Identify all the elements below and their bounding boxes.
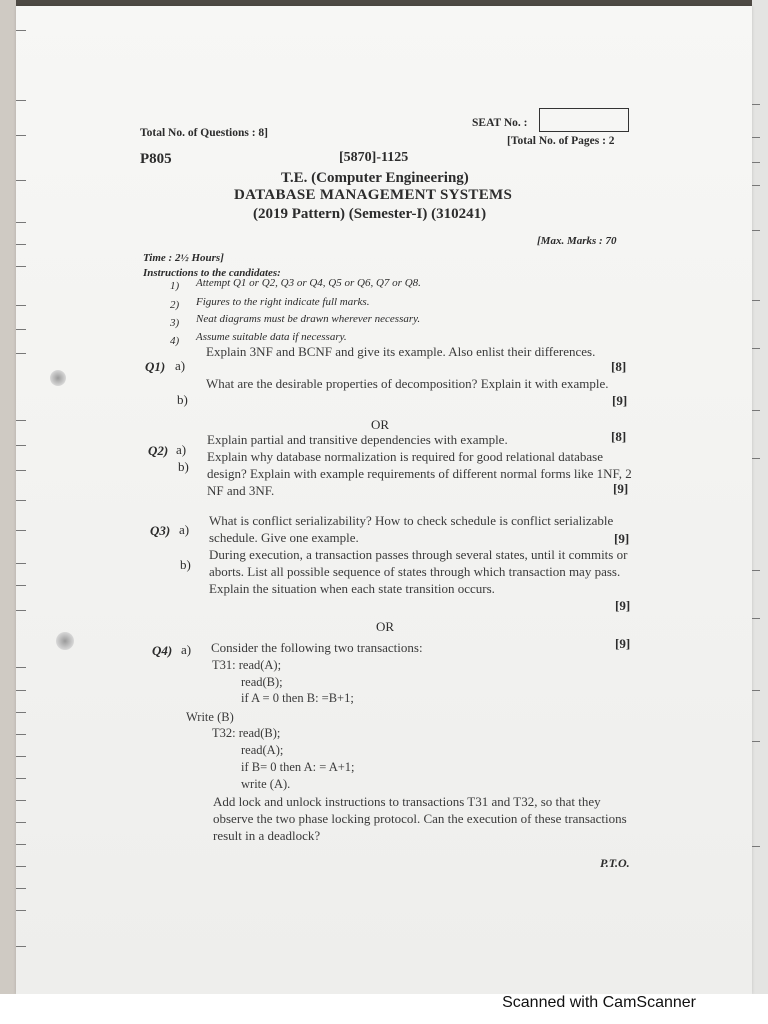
question-text: During execution, a transaction passes through several states, until it commits or aborts. List all possible sequence of states through which transaction may pass. Explain the situation when each state transition occurs. (209, 547, 628, 596)
instruction-item: Assume suitable data if necessary. (196, 331, 347, 343)
scanner-watermark: Scanned with CamScanner (502, 994, 696, 1011)
subquestion-label: b) (177, 392, 188, 407)
background-edge-right (752, 0, 768, 1000)
marks-label: [9] (614, 531, 630, 546)
question-number: Q2) (148, 443, 169, 458)
transaction-t31-title: T31: read(A); (212, 658, 282, 672)
transaction-line: read(A); (241, 743, 284, 757)
marks-label: [8] (611, 359, 627, 374)
marks-label: [9] (615, 598, 631, 613)
question-number: Q3) (150, 523, 171, 538)
transaction-line: if A = 0 then B: =B+1; (241, 691, 354, 705)
punch-hole (50, 370, 66, 386)
question-text: Explain why database normalization is required for good relational database design? Explain with example requirements of different normal forms like 1NF, 2 NF and 3NF. (207, 449, 632, 498)
subquestion-label: a) (179, 522, 190, 537)
transaction-line: if B= 0 then A: = A+1; (241, 760, 355, 774)
question-text: What are the desirable properties of decomposition? Explain it with example. (206, 376, 609, 391)
question-number: Q1) (145, 359, 166, 374)
subquestion-label: b) (180, 557, 191, 572)
instruction-num: 4) (170, 335, 180, 347)
seat-no-box (539, 108, 629, 132)
question-text: Consider the following two transactions: (211, 640, 423, 655)
transaction-line: Write (B) (186, 710, 234, 724)
total-pages: [Total No. of Pages : 2 (507, 135, 615, 147)
subquestion-label: a) (176, 442, 187, 457)
instruction-num: 2) (170, 299, 180, 311)
question-text: What is conflict serializability? How to check schedule is conflict serializable schedule. Give one example. (209, 513, 614, 545)
instruction-item: Figures to the right indicate full marks. (196, 296, 370, 308)
question-text: Explain 3NF and BCNF and give its example. Also enlist their differences. (206, 344, 596, 359)
transaction-line: write (A). (241, 777, 291, 791)
instruction-item: Neat diagrams must be drawn wherever necessary. (196, 313, 421, 325)
punch-hole (56, 632, 74, 650)
or-divider: OR (376, 619, 395, 634)
subquestion-label: b) (178, 459, 189, 474)
total-questions: Total No. of Questions : 8] (140, 127, 268, 139)
transaction-t32-title: T32: read(B); (212, 726, 281, 740)
subquestion-label: a) (175, 358, 186, 373)
pto-label: P.T.O. (600, 856, 630, 870)
instruction-num: 3) (170, 317, 180, 329)
time-label: Time : 2½ Hours] (143, 252, 224, 264)
pattern-line: (2019 Pattern) (Semester-I) (310241) (253, 206, 487, 222)
question-number: Q4) (152, 643, 173, 658)
instruction-num: 1) (170, 280, 180, 292)
question-text: Explain partial and transitive dependencies with example. (207, 432, 508, 447)
marks-label: [9] (613, 481, 629, 496)
marks-label: [9] (612, 393, 628, 408)
seat-no-label: SEAT No. : (472, 117, 528, 129)
subject-title: DATABASE MANAGEMENT SYSTEMS (234, 187, 513, 203)
paper-code: P805 (140, 151, 172, 167)
background-edge-left (0, 0, 16, 1000)
max-marks-label: [Max. Marks : 70 (537, 235, 617, 247)
subquestion-label: a) (181, 642, 192, 657)
transaction-line: read(B); (241, 675, 283, 689)
question-text: Add lock and unlock instructions to transactions T31 and T32, so that they observe the two phase locking protocol. Can the execution of these transactions result in a deadlock? (213, 794, 627, 843)
instruction-item: Attempt Q1 or Q2, Q3 or Q4, Q5 or Q6, Q7 or Q8. (196, 277, 421, 289)
instructions-heading: Instructions to the candidates: (143, 267, 281, 279)
course-title: T.E. (Computer Engineering) (281, 170, 469, 186)
exam-code: [5870]-1125 (339, 150, 409, 165)
marks-label: [8] (611, 429, 627, 444)
marks-label: [9] (615, 636, 631, 651)
or-divider: OR (371, 417, 390, 432)
